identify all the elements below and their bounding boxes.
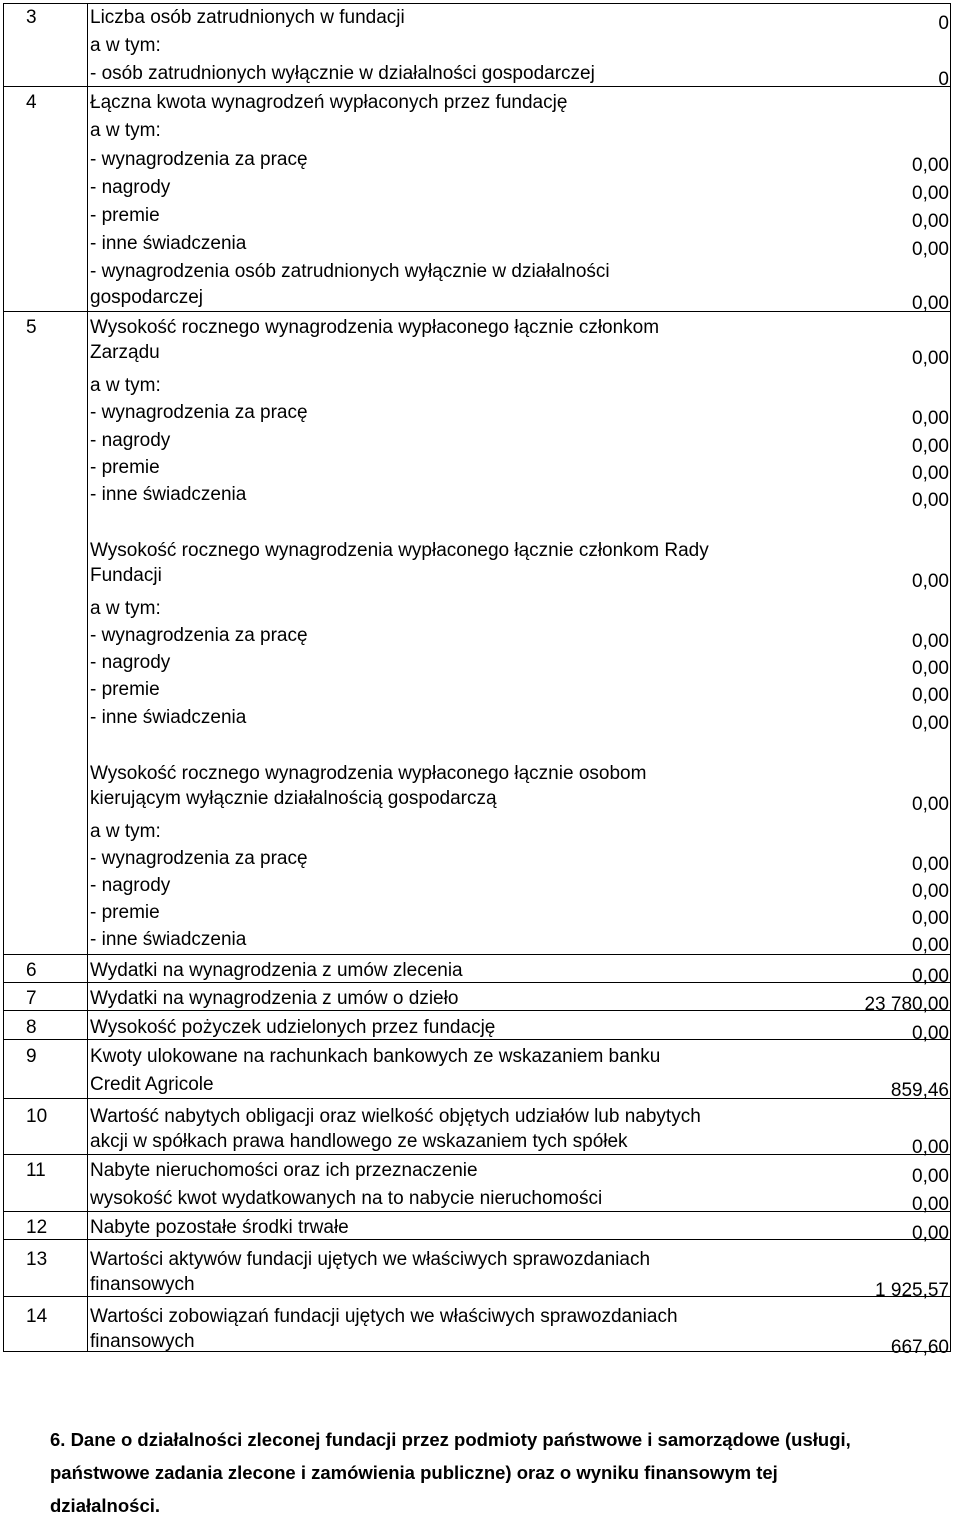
- row-value: 0,00: [912, 1194, 949, 1215]
- row-divider: [4, 311, 950, 312]
- row-label: - wynagrodzenia za pracę: [90, 149, 308, 170]
- section-heading-line: 6. Dane o działalności zleconej fundacji przez podmioty państwowe i samorządowe (usługi,: [50, 1429, 851, 1450]
- row-divider: [4, 1039, 950, 1040]
- row-value: 0,00: [912, 713, 949, 734]
- row-value: 0,00: [912, 1023, 949, 1044]
- row-label: a w tym:: [90, 821, 161, 842]
- row-label: - premie: [90, 205, 160, 226]
- row-label: - nagrody: [90, 652, 171, 673]
- row-value: 0: [938, 13, 949, 34]
- row-number: 14: [26, 1306, 48, 1327]
- row-label: Liczba osób zatrudnionych w fundacji: [90, 7, 405, 28]
- row-label: - wynagrodzenia za pracę: [90, 625, 308, 646]
- row-label: - inne świadczenia: [90, 929, 247, 950]
- row-label: - nagrody: [90, 875, 171, 896]
- row-label: kierującym wyłącznie działalnością gospodarczą: [90, 788, 497, 809]
- row-value: 0,00: [912, 239, 949, 260]
- section-heading-line: państwowe zadania zlecone i zamówienia publiczne) oraz o wyniku finansowym tej: [50, 1462, 778, 1483]
- row-label: - wynagrodzenia za pracę: [90, 402, 308, 423]
- row-label: Łączna kwota wynagrodzeń wypłaconych przez fundację: [90, 92, 568, 113]
- section-heading: [50, 1423, 960, 1522]
- row-label: - inne świadczenia: [90, 484, 247, 505]
- row-divider: [4, 1010, 950, 1011]
- row-label: Wysokość rocznego wynagrodzenia wypłaconego łącznie członkom: [90, 317, 660, 338]
- row-label: Credit Agricole: [90, 1074, 214, 1095]
- row-divider: [4, 1211, 950, 1212]
- row-value: 0,00: [912, 293, 949, 314]
- row-value: 0,00: [912, 463, 949, 484]
- row-value: 0,00: [912, 794, 949, 815]
- row-value: 0,00: [912, 436, 949, 457]
- row-label: gospodarczej: [90, 287, 204, 308]
- row-label: - nagrody: [90, 430, 171, 451]
- row-number: 11: [26, 1160, 46, 1181]
- row-number: 12: [26, 1217, 48, 1238]
- row-label: - premie: [90, 679, 160, 700]
- row-label: Wartości aktywów fundacji ujętych we właściwych sprawozdaniach: [90, 1249, 651, 1270]
- row-label: a w tym:: [90, 120, 161, 141]
- row-value: 0,00: [912, 685, 949, 706]
- row-label: - premie: [90, 902, 160, 923]
- row-label: Wysokość rocznego wynagrodzenia wypłaconego łącznie osobom: [90, 763, 647, 784]
- row-label: Wartość nabytych obligacji oraz wielkość objętych udziałów lub nabytych: [90, 1106, 701, 1127]
- row-number: 8: [26, 1017, 37, 1038]
- row-label: Zarządu: [90, 342, 160, 363]
- row-value: 0,00: [912, 1137, 949, 1158]
- row-divider: [4, 982, 950, 983]
- row-value: 0,00: [912, 348, 949, 369]
- row-value: 0,00: [912, 881, 949, 902]
- row-value: 0,00: [912, 211, 949, 232]
- column-divider: [87, 4, 88, 1351]
- row-value: 0,00: [912, 571, 949, 592]
- row-number: 13: [26, 1249, 48, 1270]
- row-label: Wartości zobowiązań fundacji ujętych we właściwych sprawozdaniach: [90, 1306, 678, 1327]
- row-label: finansowych: [90, 1274, 195, 1295]
- row-value: 0,00: [912, 658, 949, 679]
- row-value: 0,00: [912, 935, 949, 956]
- row-number: 5: [26, 317, 37, 338]
- row-number: 9: [26, 1046, 37, 1067]
- row-value: 0,00: [912, 1166, 949, 1187]
- row-label: - premie: [90, 457, 160, 478]
- row-label: a w tym:: [90, 375, 161, 396]
- row-label: - inne świadczenia: [90, 707, 247, 728]
- row-divider: [4, 954, 950, 955]
- row-divider: [4, 1239, 950, 1240]
- row-number: 10: [26, 1106, 48, 1127]
- row-divider: [4, 1098, 950, 1099]
- row-divider: [4, 1154, 950, 1155]
- row-value: 0,00: [912, 490, 949, 511]
- row-label: - wynagrodzenia za pracę: [90, 848, 308, 869]
- row-label: Nabyte nieruchomości oraz ich przeznaczenie: [90, 1160, 478, 1181]
- row-value: 0: [938, 69, 949, 90]
- row-label: - inne świadczenia: [90, 233, 247, 254]
- row-value: 0,00: [912, 966, 949, 987]
- row-value: 0,00: [912, 155, 949, 176]
- row-value: 23 780,00: [864, 994, 949, 1015]
- row-label: Kwoty ulokowane na rachunkach bankowych ze wskazaniem banku: [90, 1046, 661, 1067]
- row-divider: [4, 1296, 950, 1297]
- row-value: 0,00: [912, 908, 949, 929]
- row-number: 4: [26, 92, 37, 113]
- row-label: - wynagrodzenia osób zatrudnionych wyłącznie w działalności: [90, 261, 610, 282]
- row-label: a w tym:: [90, 35, 161, 56]
- row-value: 0,00: [912, 854, 949, 875]
- row-label: wysokość kwot wydatkowanych na to nabycie nieruchomości: [90, 1188, 603, 1209]
- row-value: 0,00: [912, 1223, 949, 1244]
- row-label: Wydatki na wynagrodzenia z umów o dzieło: [90, 988, 459, 1009]
- row-label: akcji w spółkach prawa handlowego ze wskazaniem tych spółek: [90, 1131, 628, 1152]
- row-value: 0,00: [912, 183, 949, 204]
- row-label: Wysokość pożyczek udzielonych przez fundację: [90, 1017, 496, 1038]
- row-value: 0,00: [912, 408, 949, 429]
- row-value: 1 925,57: [875, 1280, 949, 1301]
- row-divider: [4, 86, 950, 87]
- row-value: 667,60: [890, 1337, 949, 1358]
- row-label: - nagrody: [90, 177, 171, 198]
- section-heading-line: działalności.: [50, 1495, 161, 1516]
- row-label: finansowych: [90, 1331, 195, 1352]
- row-number: 7: [26, 988, 37, 1009]
- row-label: a w tym:: [90, 598, 161, 619]
- row-label: Wydatki na wynagrodzenia z umów zlecenia: [90, 960, 463, 981]
- row-label: Nabyte pozostałe środki trwałe: [90, 1217, 349, 1238]
- row-label: Fundacji: [90, 565, 162, 586]
- row-number: 6: [26, 960, 37, 981]
- row-number: 3: [26, 7, 37, 28]
- row-label: - osób zatrudnionych wyłącznie w działalności gospodarczej: [90, 63, 595, 84]
- row-label: Wysokość rocznego wynagrodzenia wypłaconego łącznie członkom Rady: [90, 540, 709, 561]
- row-value: 859,46: [890, 1080, 949, 1101]
- row-value: 0,00: [912, 631, 949, 652]
